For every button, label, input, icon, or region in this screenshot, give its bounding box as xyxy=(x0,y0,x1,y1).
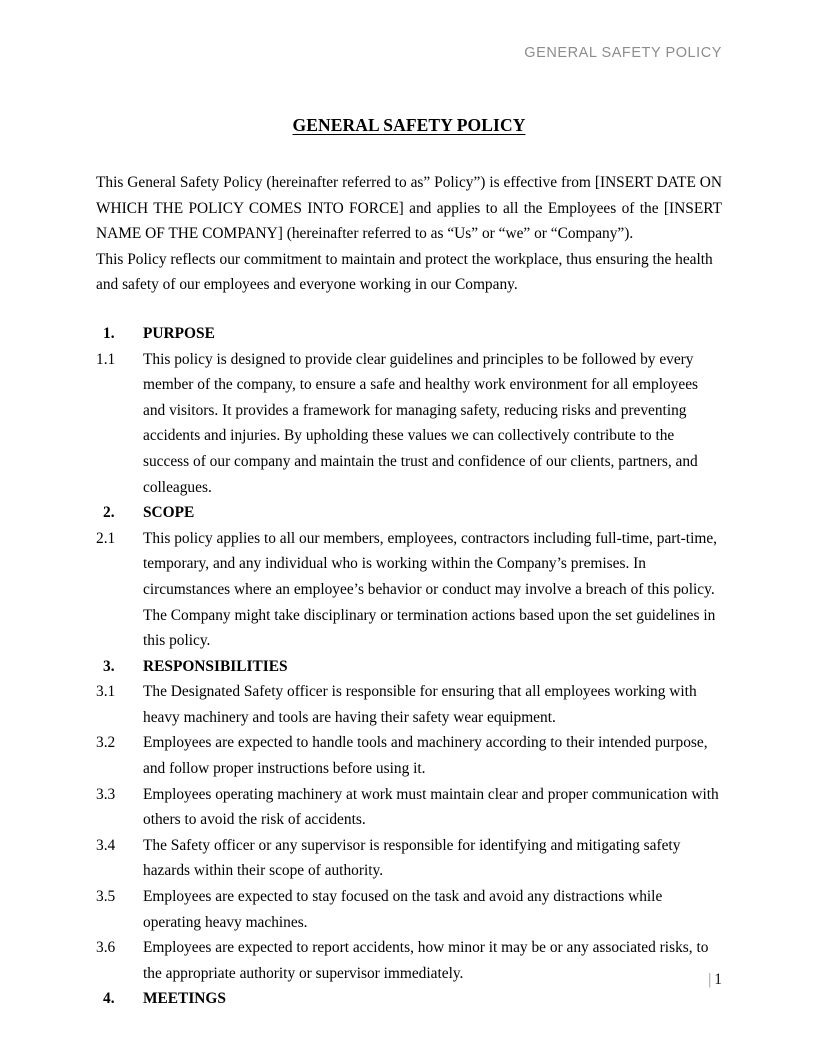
clause-text: Employees operating machinery at work must maintain clear and proper communication with others to avoid the risk of accidents. xyxy=(143,785,719,829)
footer-separator: | xyxy=(708,971,712,988)
clause-text: The Safety officer or any supervisor is responsible for identifying and mitigating safety hazards within their scope of authority. xyxy=(143,836,681,880)
clause-1-1 xyxy=(96,347,722,501)
intro-paragraph-1: This General Safety Policy (hereinafter referred to as” Policy”) is effective from [INSERT DATE ON WHICH THE POLICY COMES INTO FORCE] and applies to all the Employees of the [INSERT NAME OF THE COMPANY] (hereinafter referred to as “Us” or “we” or “Company”). xyxy=(96,174,722,243)
section-number: 4. xyxy=(103,990,115,1008)
section-heading-meetings xyxy=(96,986,722,1012)
running-header: GENERAL SAFETY POLICY xyxy=(524,45,722,61)
clause-number: 1.1 xyxy=(96,350,116,368)
section-label: PURPOSE xyxy=(143,324,215,342)
clause-text-wrapper xyxy=(143,884,722,935)
clause-number: 3.4 xyxy=(96,836,116,854)
clause-text: Employees are expected to stay focused on the task and avoid any distractions while operating heavy machines. xyxy=(143,888,663,931)
clause-2-1 xyxy=(96,526,722,654)
clause-text-wrapper xyxy=(143,526,722,654)
clause-text: This policy is designed to provide clear guidelines and principles to be followed by every member of the company, to ensure a safe and healthy work environment for all employees and visitors. It provides a framework for managing safety, reducing risks and preventing accidents and injuries. By upholding these values we can collectively contribute to the success of our company and maintain the trust and confidence of our clients, partners, and colleagues. xyxy=(143,350,699,496)
section-label: MEETINGS xyxy=(143,990,226,1008)
intro-spacer xyxy=(96,298,722,321)
clause-text-wrapper xyxy=(143,782,722,833)
clause-number: 3.2 xyxy=(96,734,116,752)
page-footer xyxy=(96,971,722,989)
clause-number: 2.1 xyxy=(96,529,116,547)
document-title-text: GENERAL SAFETY POLICY xyxy=(292,115,526,135)
clause-text-wrapper xyxy=(143,679,722,730)
intro-block xyxy=(96,170,722,298)
clause-text: This policy applies to all our members, employees, contractors including full-time, part-time, temporary, and any individual who is working within the Company’s premises. In circumstances where an employee’s behavior or conduct may involve a breach of this policy. The Company might take disciplinary or termination actions based upon the set guidelines in this policy. xyxy=(143,529,718,650)
clause-text: Employees are expected to report accidents, how minor it may be or any associated risks, to the appropriate authority or supervisor immediately. xyxy=(143,939,709,982)
clause-number: 3.3 xyxy=(96,785,116,803)
section-label: RESPONSIBILITIES xyxy=(143,657,288,675)
clause-3-3 xyxy=(96,782,722,833)
clause-text: The Designated Safety officer is responsible for ensuring that all employees working with heavy machinery and tools are having their safety wear equipment. xyxy=(143,683,697,726)
clause-number: 3.5 xyxy=(96,888,116,906)
intro-paragraph-2: This Policy reflects our commitment to maintain and protect the workplace, thus ensuring the health and safety of our employees and everyone working in our Company. xyxy=(96,250,713,294)
clause-text: Employees are expected to handle tools and machinery according to their intended purpose, and follow proper instructions before using it. xyxy=(143,734,708,778)
clause-text-wrapper xyxy=(143,730,722,781)
clause-number: 3.1 xyxy=(96,683,116,701)
page-number: 1 xyxy=(714,971,722,988)
section-number: 1. xyxy=(103,324,115,342)
clause-3-2 xyxy=(96,730,722,781)
document-body xyxy=(96,170,722,1012)
clause-3-5 xyxy=(96,884,722,935)
section-heading-purpose xyxy=(96,321,722,347)
section-number: 3. xyxy=(103,657,115,675)
section-label: SCOPE xyxy=(143,504,195,522)
section-heading-scope xyxy=(96,500,722,526)
section-heading-responsibilities xyxy=(96,654,722,680)
clause-3-1 xyxy=(96,679,722,730)
clause-text-wrapper xyxy=(143,833,722,884)
clause-text-wrapper xyxy=(143,347,722,501)
document-title xyxy=(96,115,722,136)
clause-3-4 xyxy=(96,833,722,884)
section-number: 2. xyxy=(103,504,115,522)
clause-number: 3.6 xyxy=(96,939,116,957)
